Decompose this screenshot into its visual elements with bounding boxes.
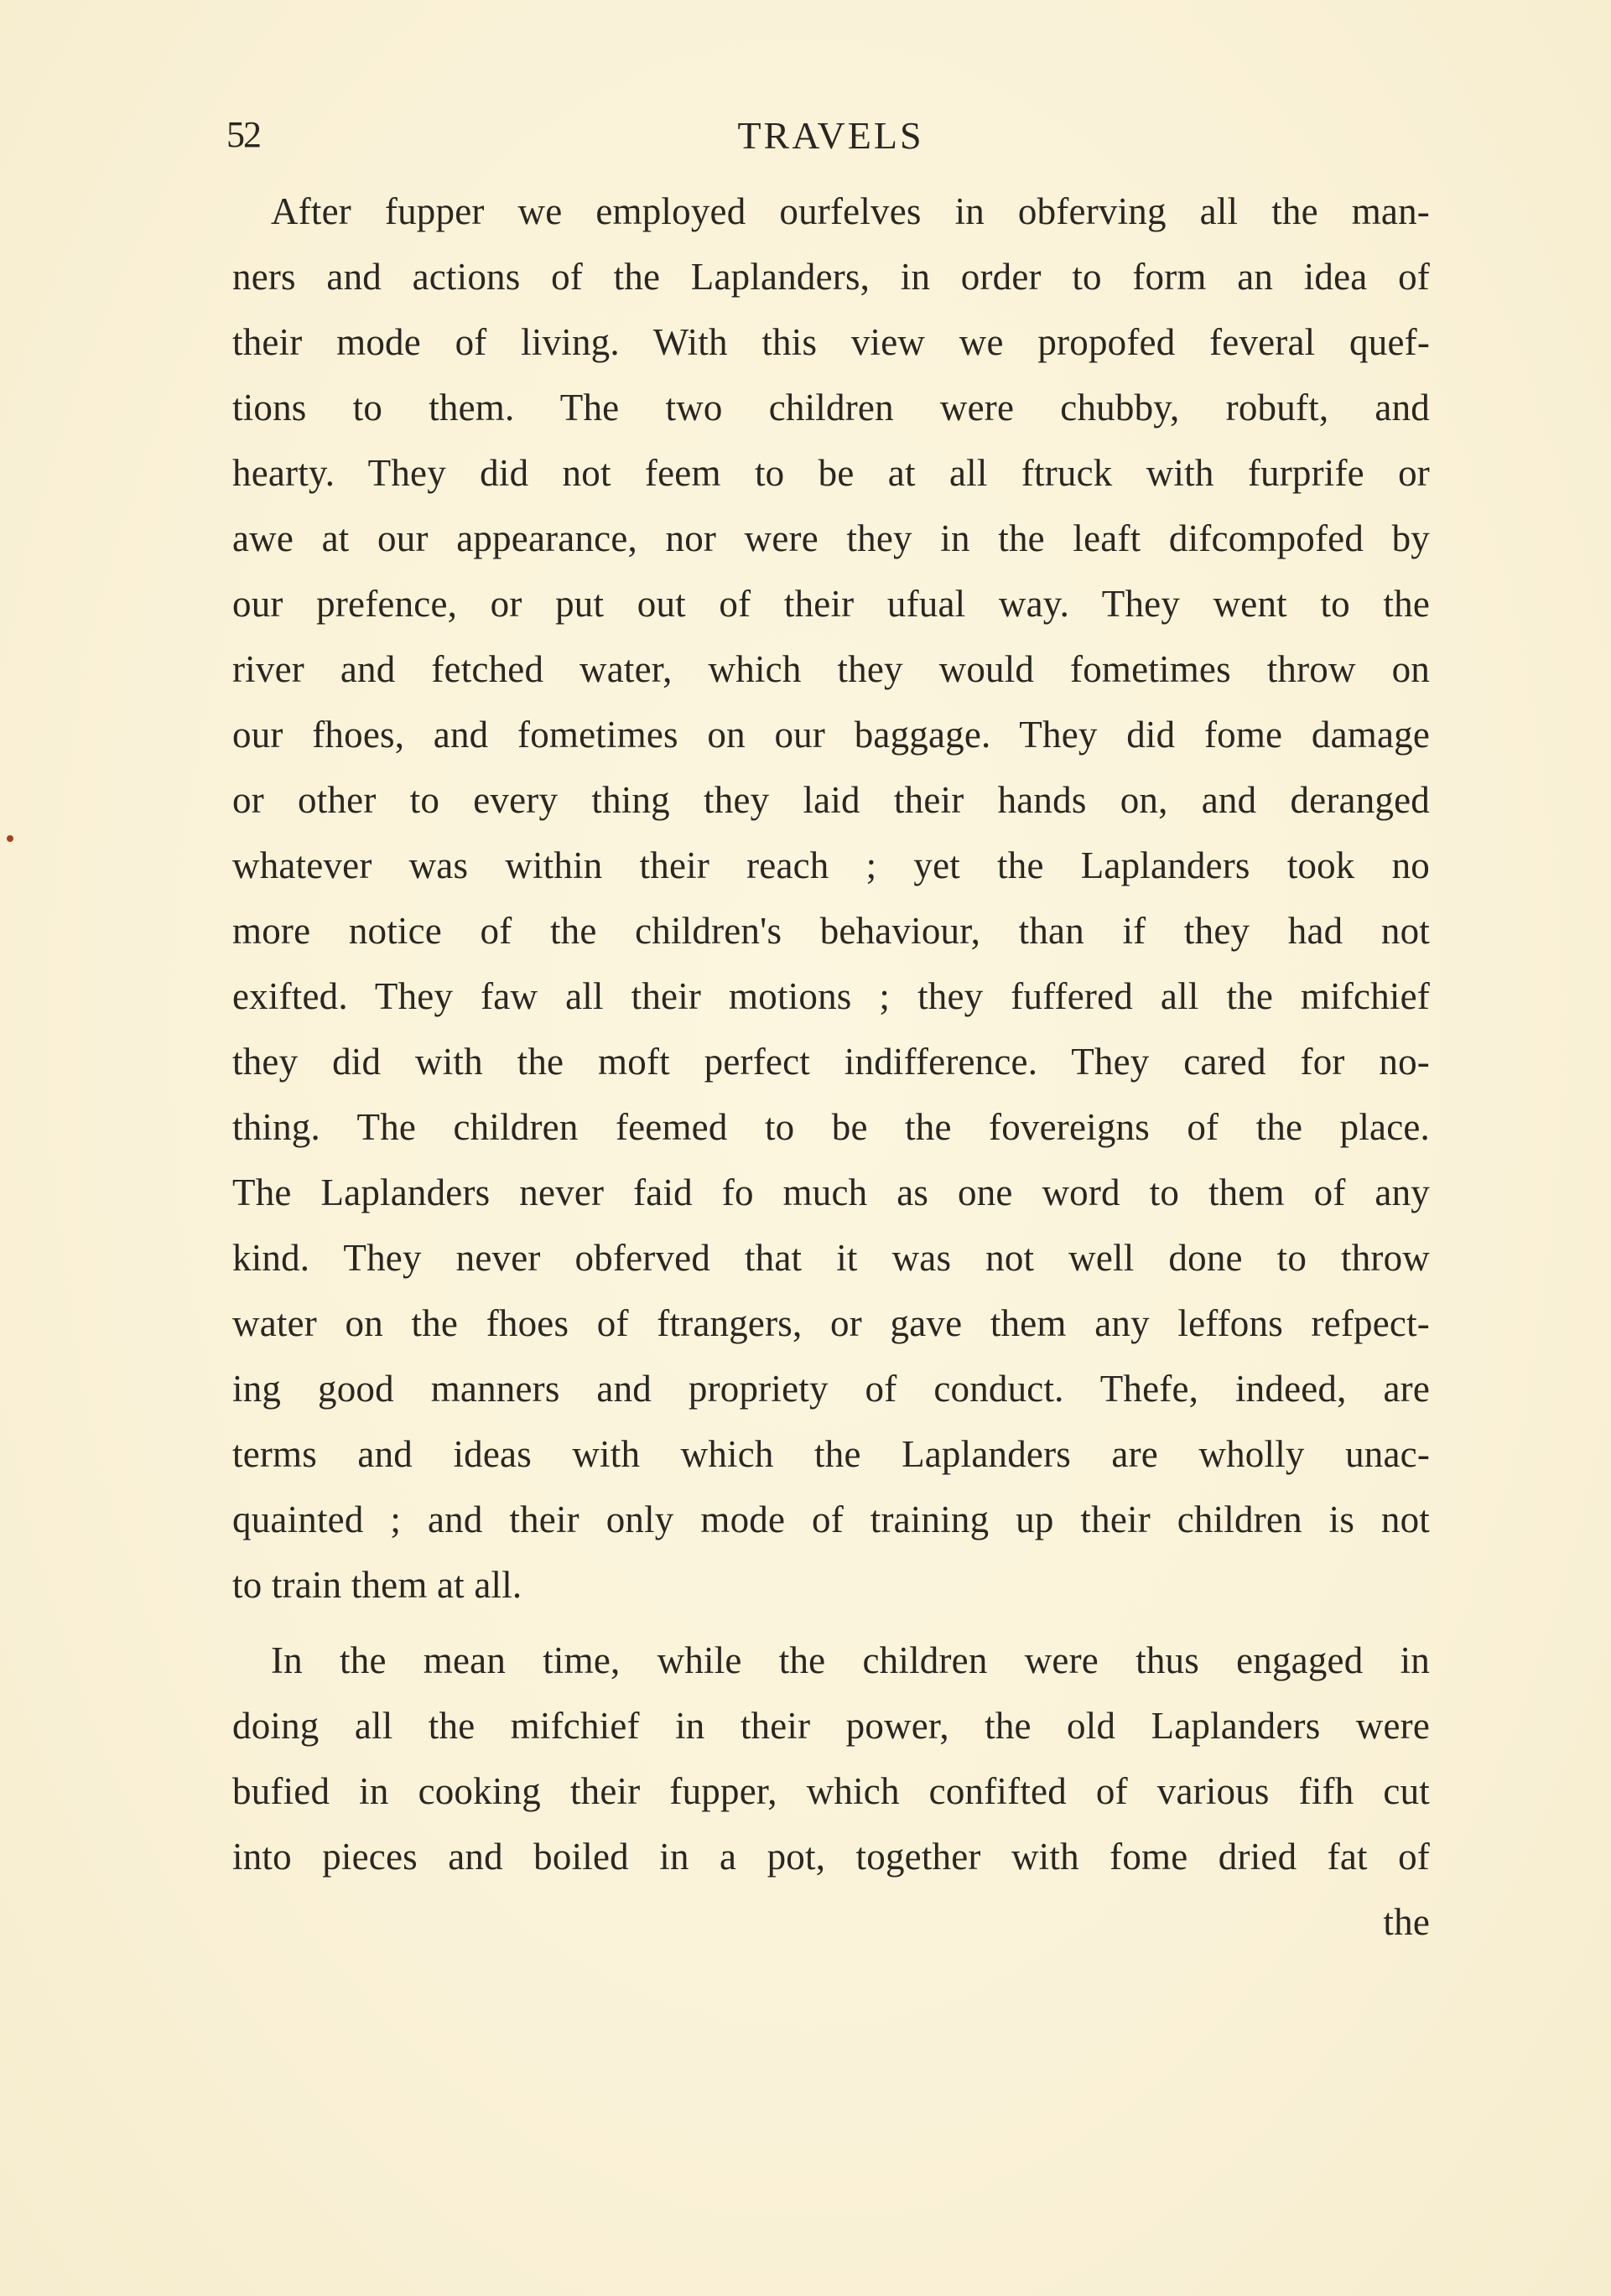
body-line-22: to train them at all. xyxy=(232,1564,522,1606)
body-line-6: awe at our appearance, nor were they in the leaft difcompofed by xyxy=(232,517,1430,559)
body-line-7: our prefence, or put out of their ufual way. They went to the xyxy=(232,583,1430,625)
body-line-18: water on the fhoes of ftrangers, or gave them any leffons refpect- xyxy=(232,1302,1430,1344)
body-line-13: exifted. They faw all their motions ; they fuffered all the mifchief xyxy=(232,975,1430,1017)
body-line-17: kind. They never obferved that it was not well done to throw xyxy=(232,1237,1430,1279)
page-number: 52 xyxy=(226,114,260,155)
body-line-9: our fhoes, and fometimes on our baggage. They did fome damage xyxy=(232,714,1430,756)
body-line-24: doing all the mifchief in their power, the old Laplanders were xyxy=(232,1705,1430,1747)
body-line-26: into pieces and boiled in a pot, together with fome dried fat of xyxy=(232,1836,1430,1878)
ink-speck xyxy=(7,835,13,842)
body-line-15: thing. The children feemed to be the fovereigns of the place. xyxy=(232,1106,1430,1148)
body-line-5: hearty. They did not feem to be at all ftruck with furprife or xyxy=(232,452,1430,494)
catchword: the xyxy=(1383,1901,1430,1943)
body-line-20: terms and ideas with which the Laplanders are wholly unac- xyxy=(232,1433,1430,1475)
body-line-10: or other to every thing they laid their hands on, and deranged xyxy=(232,779,1430,821)
body-line-8: river and fetched water, which they would fometimes throw on xyxy=(232,648,1430,690)
running-title: TRAVELS xyxy=(737,114,924,157)
body-line-4: tions to them. The two children were chubby, robuft, and xyxy=(232,387,1430,429)
body-line-12: more notice of the children's behaviour, than if they had not xyxy=(232,910,1430,952)
body-line-11: whatever was within their reach ; yet the Laplanders took no xyxy=(232,844,1430,886)
body-line-19: ing good manners and propriety of conduct. Thefe, indeed, are xyxy=(232,1368,1430,1410)
body-line-1: After fupper we employed ourfelves in obferving all the man- xyxy=(271,190,1430,232)
body-line-3: their mode of living. With this view we propofed feveral quef- xyxy=(232,321,1430,363)
body-line-23: In the mean time, while the children were thus engaged in xyxy=(271,1639,1430,1681)
body-line-21: quainted ; and their only mode of training up their children is not xyxy=(232,1499,1430,1540)
body-line-16: The Laplanders never faid fo much as one word to them of any xyxy=(232,1171,1430,1213)
body-line-2: ners and actions of the Laplanders, in order to form an idea of xyxy=(232,256,1430,298)
body-line-14: they did with the moft perfect indifference. They cared for no- xyxy=(232,1041,1430,1083)
body-line-25: bufied in cooking their fupper, which confifted of various fifh cut xyxy=(232,1770,1430,1812)
